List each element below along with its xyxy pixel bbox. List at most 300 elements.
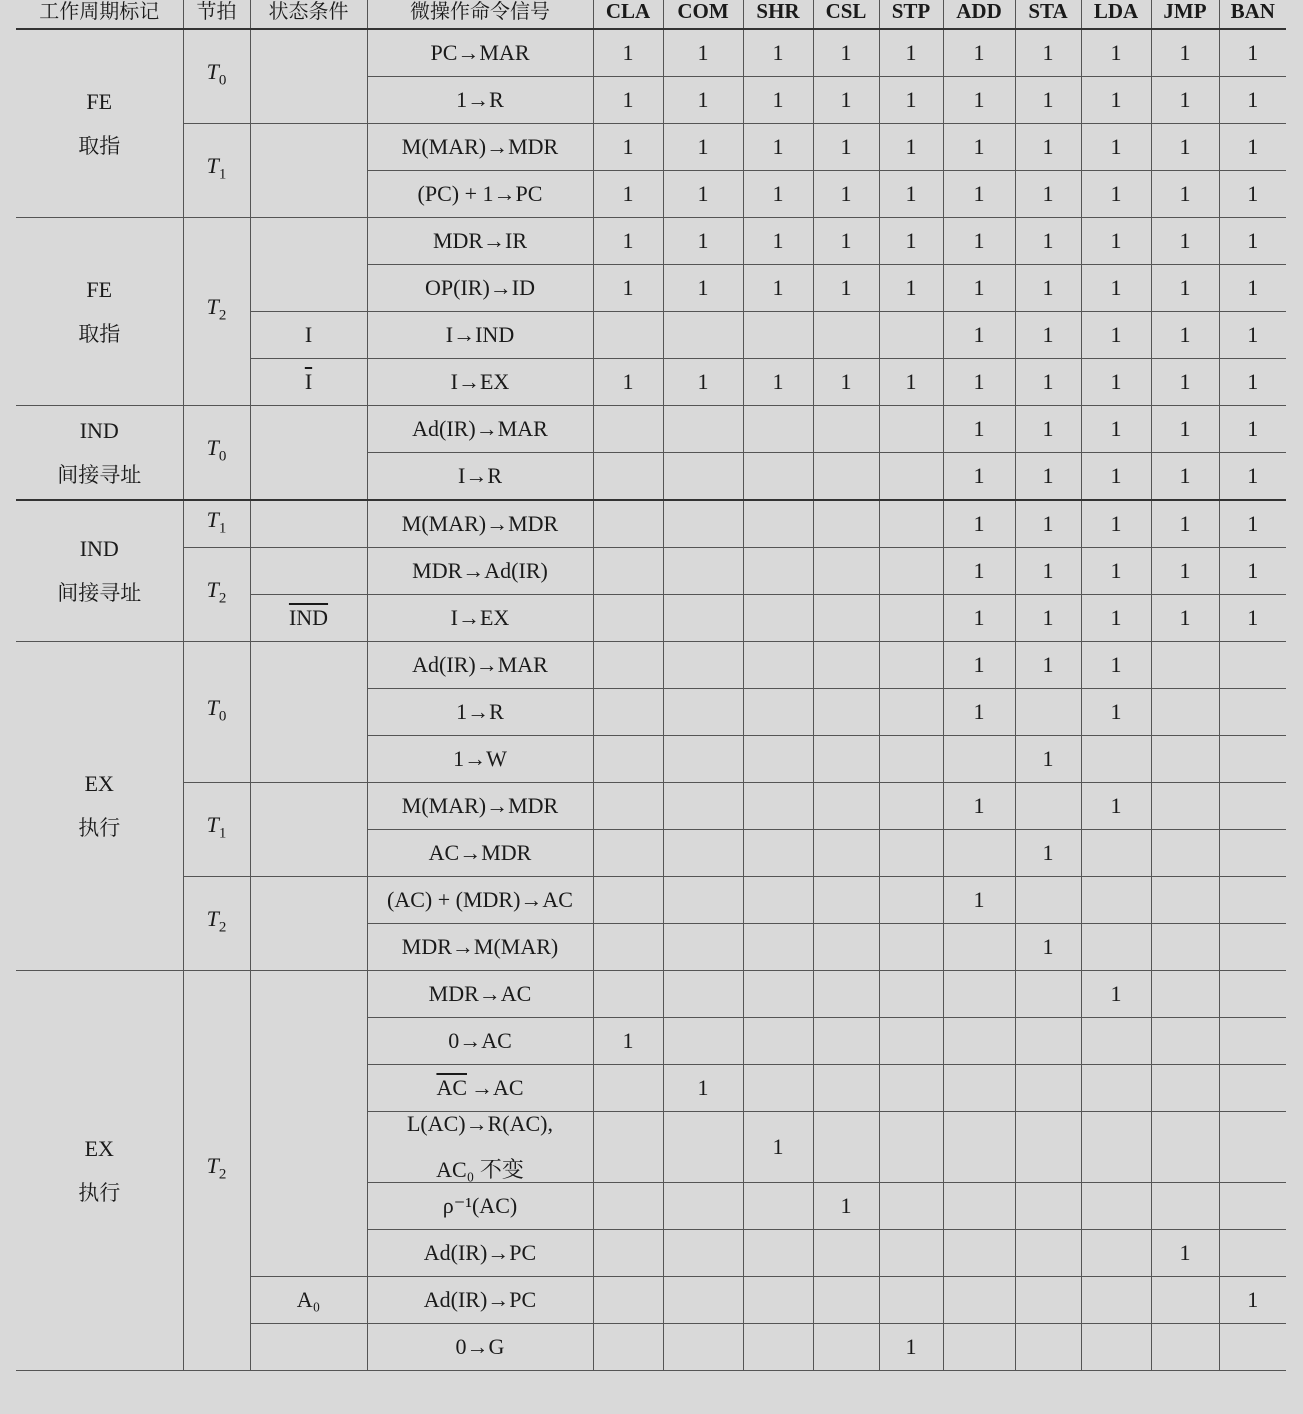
mark-cell: [879, 1277, 943, 1324]
table-row: [16, 548, 1286, 595]
col-instr: STA: [1015, 0, 1081, 29]
mark-cell: [743, 406, 813, 453]
mark-cell: [813, 1065, 879, 1112]
mark-cell: [813, 971, 879, 1018]
mark-cell: 1: [1219, 312, 1286, 359]
mark-cell: 1: [943, 548, 1015, 595]
mark-cell: [1015, 1018, 1081, 1065]
mark-cell: [1219, 1183, 1286, 1230]
mark-cell: [1151, 783, 1219, 830]
mark-cell: [593, 406, 663, 453]
cycle-cell: FE 取指: [16, 29, 183, 218]
condition-cell: [250, 124, 367, 218]
mark-cell: [879, 877, 943, 924]
mark-cell: [879, 406, 943, 453]
condition-cell: I: [250, 312, 367, 359]
mark-cell: 1: [1151, 595, 1219, 642]
mark-cell: [743, 689, 813, 736]
mark-cell: [879, 1112, 943, 1183]
mark-cell: [879, 736, 943, 783]
beat-cell: $T_0$: [183, 406, 250, 501]
mark-cell: 1: [663, 29, 743, 77]
mark-cell: [663, 1324, 743, 1371]
mark-cell: [813, 1018, 879, 1065]
micro-op-cell: Ad(IR)→PC: [367, 1230, 593, 1277]
mark-cell: 1: [1081, 595, 1151, 642]
mark-cell: [593, 924, 663, 971]
mark-cell: [1151, 830, 1219, 877]
micro-op-overline: $\overline{AC}$: [436, 1075, 467, 1100]
mark-cell: [1151, 877, 1219, 924]
mark-cell: 1: [743, 1112, 813, 1183]
mark-cell: 1: [1151, 265, 1219, 312]
cycle-cell: IND 间接寻址: [16, 500, 183, 642]
col-instr: SHR: [743, 0, 813, 29]
beat-cell: $T_2$: [183, 877, 250, 971]
table-row: [16, 406, 1286, 453]
mark-cell: [743, 453, 813, 501]
mark-cell: [663, 971, 743, 1018]
micro-op-cell: [367, 1065, 593, 1112]
mark-cell: [1015, 1183, 1081, 1230]
mark-cell: [593, 548, 663, 595]
mark-cell: [663, 406, 743, 453]
mark-cell: [813, 830, 879, 877]
mark-cell: [743, 1277, 813, 1324]
mark-cell: 1: [879, 218, 943, 265]
micro-op-cell: MDR→M(MAR): [367, 924, 593, 971]
mark-cell: 1: [1151, 29, 1219, 77]
mark-cell: [813, 548, 879, 595]
mark-cell: 1: [1015, 736, 1081, 783]
mark-cell: [1151, 642, 1219, 689]
mark-cell: [663, 453, 743, 501]
micro-op-cell: Ad(IR)→PC: [367, 1277, 593, 1324]
mark-cell: [879, 548, 943, 595]
mark-cell: 1: [1015, 500, 1081, 548]
micro-op-cell: Ad(IR)→MAR: [367, 642, 593, 689]
micro-op-cell: PC→MAR: [367, 29, 593, 77]
mark-cell: 1: [879, 77, 943, 124]
mark-cell: [879, 783, 943, 830]
mark-cell: [1219, 1324, 1286, 1371]
condition-cell: A₀: [250, 1277, 367, 1324]
mark-cell: [813, 312, 879, 359]
mark-cell: 1: [1081, 500, 1151, 548]
col-instr: CLA: [593, 0, 663, 29]
mark-cell: 1: [1015, 312, 1081, 359]
mark-cell: 1: [593, 77, 663, 124]
condition-cell: [250, 29, 367, 124]
mark-cell: 1: [879, 359, 943, 406]
cycle-cell: IND 间接寻址: [16, 406, 183, 501]
mark-cell: 1: [743, 29, 813, 77]
mark-cell: 1: [743, 77, 813, 124]
beat-cell: $T_2$: [183, 218, 250, 406]
mark-cell: 1: [1015, 171, 1081, 218]
mark-cell: 1: [943, 453, 1015, 501]
mark-cell: 1: [1151, 77, 1219, 124]
mark-cell: [743, 830, 813, 877]
mark-cell: 1: [1219, 500, 1286, 548]
mark-cell: [813, 783, 879, 830]
mark-cell: [663, 1112, 743, 1183]
mark-cell: [1081, 924, 1151, 971]
col-instr: JMP: [1151, 0, 1219, 29]
mark-cell: [743, 736, 813, 783]
condition-cell: [250, 971, 367, 1277]
mark-cell: [743, 783, 813, 830]
mark-cell: [943, 1065, 1015, 1112]
mark-cell: [1219, 1065, 1286, 1112]
table-row: [16, 500, 1286, 548]
mark-cell: [743, 877, 813, 924]
micro-op-cell: (AC) + (MDR)→AC: [367, 877, 593, 924]
mark-cell: [743, 924, 813, 971]
mark-cell: [593, 1183, 663, 1230]
mark-cell: [1219, 689, 1286, 736]
micro-op-cell: (PC) + 1→PC: [367, 171, 593, 218]
condition-cell: [250, 218, 367, 312]
mark-cell: [593, 453, 663, 501]
col-cycle: 工作周期标记: [16, 0, 183, 29]
mark-cell: [593, 830, 663, 877]
mark-cell: [1015, 971, 1081, 1018]
mark-cell: 1: [813, 359, 879, 406]
mark-cell: 1: [1151, 124, 1219, 171]
mark-cell: [813, 877, 879, 924]
mark-cell: [813, 1230, 879, 1277]
beat-cell: $T_1$: [183, 124, 250, 218]
table-row: [16, 29, 1286, 77]
mark-cell: [593, 1112, 663, 1183]
mark-cell: 1: [813, 29, 879, 77]
mark-cell: 1: [813, 218, 879, 265]
condition-cell: [250, 1324, 367, 1371]
mark-cell: [1219, 877, 1286, 924]
micro-op-cell: Ad(IR)→MAR: [367, 406, 593, 453]
micro-op-line: L(AC)→R(AC),: [406, 1111, 554, 1136]
mark-cell: 1: [1015, 218, 1081, 265]
mark-cell: [943, 1277, 1015, 1324]
mark-cell: 1: [1219, 406, 1286, 453]
mark-cell: [663, 877, 743, 924]
mark-cell: [663, 1277, 743, 1324]
micro-op-cell: OP(IR)→ID: [367, 265, 593, 312]
micro-op-text: →AC: [471, 1075, 524, 1100]
mark-cell: [1015, 1112, 1081, 1183]
mark-cell: [813, 642, 879, 689]
beat-cell: $T_2$: [183, 548, 250, 642]
mark-cell: [593, 1277, 663, 1324]
mark-cell: [593, 595, 663, 642]
mark-cell: [593, 877, 663, 924]
mark-cell: 1: [1015, 406, 1081, 453]
mark-cell: [743, 642, 813, 689]
micro-op-cell: [367, 1112, 593, 1183]
mark-cell: [743, 312, 813, 359]
mark-cell: [663, 736, 743, 783]
mark-cell: [1081, 736, 1151, 783]
beat-cell: $T_1$: [183, 783, 250, 877]
mark-cell: 1: [1219, 359, 1286, 406]
col-instr: CSL: [813, 0, 879, 29]
mark-cell: 1: [879, 1324, 943, 1371]
mark-cell: [943, 830, 1015, 877]
beat-cell: $T_2$: [183, 971, 250, 1371]
mark-cell: 1: [943, 783, 1015, 830]
cycle-cell: EX 执行: [16, 642, 183, 971]
mark-cell: [879, 312, 943, 359]
mark-cell: [743, 971, 813, 1018]
mark-cell: [1081, 1065, 1151, 1112]
mark-cell: [813, 1112, 879, 1183]
mark-cell: 1: [1081, 359, 1151, 406]
condition-cell: $\overline{I}$: [250, 359, 367, 406]
mark-cell: [879, 1018, 943, 1065]
mark-cell: 1: [1151, 453, 1219, 501]
cycle-cell: FE 取指: [16, 218, 183, 406]
mark-cell: [1081, 830, 1151, 877]
mark-cell: [663, 1018, 743, 1065]
mark-cell: 1: [1219, 265, 1286, 312]
mark-cell: [663, 924, 743, 971]
micro-op-cell: 0→AC: [367, 1018, 593, 1065]
mark-cell: [1081, 1183, 1151, 1230]
mark-cell: [1015, 1277, 1081, 1324]
mark-cell: [943, 1183, 1015, 1230]
mark-cell: [813, 1277, 879, 1324]
condition-cell: [250, 548, 367, 595]
micro-op-cell: M(MAR)→MDR: [367, 500, 593, 548]
mark-cell: [1219, 1230, 1286, 1277]
mark-cell: 1: [1219, 1277, 1286, 1324]
mark-cell: [593, 689, 663, 736]
mark-cell: 1: [1081, 218, 1151, 265]
mark-cell: [663, 1230, 743, 1277]
mark-cell: 1: [1151, 406, 1219, 453]
mark-cell: [1081, 1277, 1151, 1324]
mark-cell: 1: [1219, 77, 1286, 124]
micro-op-cell: MDR→IR: [367, 218, 593, 265]
mark-cell: 1: [813, 1183, 879, 1230]
mark-cell: [1151, 971, 1219, 1018]
mark-cell: 1: [743, 124, 813, 171]
mark-cell: 1: [593, 171, 663, 218]
mark-cell: 1: [663, 218, 743, 265]
mark-cell: 1: [1151, 1230, 1219, 1277]
mark-cell: 1: [743, 171, 813, 218]
mark-cell: [593, 642, 663, 689]
mark-cell: 1: [1081, 312, 1151, 359]
mark-cell: [879, 453, 943, 501]
mark-cell: 1: [1151, 218, 1219, 265]
mark-cell: 1: [943, 312, 1015, 359]
table-row: [16, 124, 1286, 171]
mark-cell: [1219, 1018, 1286, 1065]
mark-cell: [943, 971, 1015, 1018]
micro-op-cell: 1→R: [367, 77, 593, 124]
mark-cell: [1219, 971, 1286, 1018]
mark-cell: 1: [879, 265, 943, 312]
mark-cell: [879, 1183, 943, 1230]
mark-cell: 1: [663, 171, 743, 218]
mark-cell: 1: [1081, 77, 1151, 124]
mark-cell: 1: [1151, 548, 1219, 595]
mark-cell: [1151, 736, 1219, 783]
mark-cell: [663, 312, 743, 359]
mark-cell: 1: [663, 1065, 743, 1112]
col-instr: STP: [879, 0, 943, 29]
mark-cell: 1: [1015, 595, 1081, 642]
mark-cell: 1: [743, 265, 813, 312]
mark-cell: 1: [943, 265, 1015, 312]
mark-cell: 1: [943, 171, 1015, 218]
mark-cell: [1015, 1324, 1081, 1371]
mark-cell: 1: [943, 29, 1015, 77]
mark-cell: [879, 830, 943, 877]
mark-cell: [593, 1230, 663, 1277]
mark-cell: [593, 1065, 663, 1112]
mark-cell: [663, 500, 743, 548]
mark-cell: [879, 924, 943, 971]
condition-cell: [250, 406, 367, 501]
mark-cell: [663, 1183, 743, 1230]
mark-cell: [1015, 877, 1081, 924]
mark-cell: [1151, 689, 1219, 736]
micro-op-cell: I→EX: [367, 595, 593, 642]
table-row: [16, 783, 1286, 830]
mark-cell: 1: [1015, 642, 1081, 689]
mark-cell: 1: [1219, 453, 1286, 501]
micro-op-cell: MDR→Ad(IR): [367, 548, 593, 595]
mark-cell: 1: [663, 359, 743, 406]
mark-cell: 1: [943, 595, 1015, 642]
mark-cell: 1: [1015, 29, 1081, 77]
mark-cell: [743, 1018, 813, 1065]
micro-op-cell: 1→R: [367, 689, 593, 736]
micro-op-line: AC₀ 不变: [436, 1157, 524, 1182]
mark-cell: 1: [943, 124, 1015, 171]
mark-cell: [593, 312, 663, 359]
mark-cell: 1: [1015, 77, 1081, 124]
beat-cell: $T_0$: [183, 29, 250, 124]
mark-cell: [1015, 689, 1081, 736]
mark-cell: 1: [943, 642, 1015, 689]
mark-cell: [1219, 1112, 1286, 1183]
mark-cell: 1: [943, 500, 1015, 548]
mark-cell: 1: [593, 218, 663, 265]
table-row: [16, 971, 1286, 1018]
mark-cell: [1015, 1230, 1081, 1277]
mark-cell: [1015, 783, 1081, 830]
table-row: [16, 218, 1286, 265]
mark-cell: [943, 1324, 1015, 1371]
mark-cell: 1: [1081, 971, 1151, 1018]
condition-cell: [250, 783, 367, 877]
mark-cell: [1151, 1277, 1219, 1324]
mark-cell: 1: [813, 124, 879, 171]
mark-cell: [879, 971, 943, 1018]
mark-cell: [1219, 736, 1286, 783]
col-instr: ADD: [943, 0, 1015, 29]
mark-cell: 1: [1219, 29, 1286, 77]
mark-cell: 1: [1219, 171, 1286, 218]
mark-cell: 1: [743, 359, 813, 406]
micro-op-cell: I→EX: [367, 359, 593, 406]
micro-op-cell: M(MAR)→MDR: [367, 124, 593, 171]
micro-op-cell: M(MAR)→MDR: [367, 783, 593, 830]
mark-cell: 1: [593, 1018, 663, 1065]
mark-cell: [1081, 877, 1151, 924]
mark-cell: [813, 500, 879, 548]
col-beat: 节拍: [183, 0, 250, 29]
mark-cell: 1: [593, 359, 663, 406]
condition-cell: [250, 877, 367, 971]
micro-op-cell: I→IND: [367, 312, 593, 359]
col-instr: COM: [663, 0, 743, 29]
mark-cell: 1: [1081, 642, 1151, 689]
condition-cell: $\overline{IND}$: [250, 595, 367, 642]
beat-cell: $T_0$: [183, 642, 250, 783]
mark-cell: [879, 689, 943, 736]
mark-cell: 1: [879, 29, 943, 77]
mark-cell: [879, 500, 943, 548]
cycle-cell: EX 执行: [16, 971, 183, 1371]
mark-cell: 1: [593, 124, 663, 171]
mark-cell: [879, 595, 943, 642]
mark-cell: 1: [663, 124, 743, 171]
mark-cell: [813, 736, 879, 783]
mark-cell: [1081, 1230, 1151, 1277]
mark-cell: [593, 500, 663, 548]
col-instr: LDA: [1081, 0, 1151, 29]
mark-cell: [593, 736, 663, 783]
mark-cell: [743, 500, 813, 548]
mark-cell: 1: [1081, 548, 1151, 595]
mark-cell: [1081, 1112, 1151, 1183]
mark-cell: [743, 1324, 813, 1371]
mark-cell: 1: [1015, 359, 1081, 406]
micro-op-cell: ρ⁻¹(AC): [367, 1183, 593, 1230]
mark-cell: [743, 548, 813, 595]
mark-cell: 1: [1081, 406, 1151, 453]
mark-cell: [663, 595, 743, 642]
mark-cell: 1: [1081, 171, 1151, 218]
mark-cell: [1219, 830, 1286, 877]
mark-cell: [813, 453, 879, 501]
mark-cell: 1: [1081, 265, 1151, 312]
mark-cell: 1: [743, 218, 813, 265]
mark-cell: 1: [1015, 453, 1081, 501]
mark-cell: [593, 971, 663, 1018]
mark-cell: 1: [1151, 171, 1219, 218]
mark-cell: [1151, 924, 1219, 971]
mark-cell: 1: [1081, 783, 1151, 830]
mark-cell: 1: [593, 29, 663, 77]
mark-cell: 1: [1015, 124, 1081, 171]
mark-cell: [1219, 783, 1286, 830]
mark-cell: 1: [813, 265, 879, 312]
mark-cell: 1: [1081, 124, 1151, 171]
mark-cell: 1: [813, 171, 879, 218]
mark-cell: 1: [879, 124, 943, 171]
mark-cell: 1: [943, 77, 1015, 124]
mark-cell: 1: [663, 265, 743, 312]
mark-cell: [743, 1183, 813, 1230]
micro-op-table: [16, 0, 1286, 1371]
mark-cell: [1151, 1112, 1219, 1183]
